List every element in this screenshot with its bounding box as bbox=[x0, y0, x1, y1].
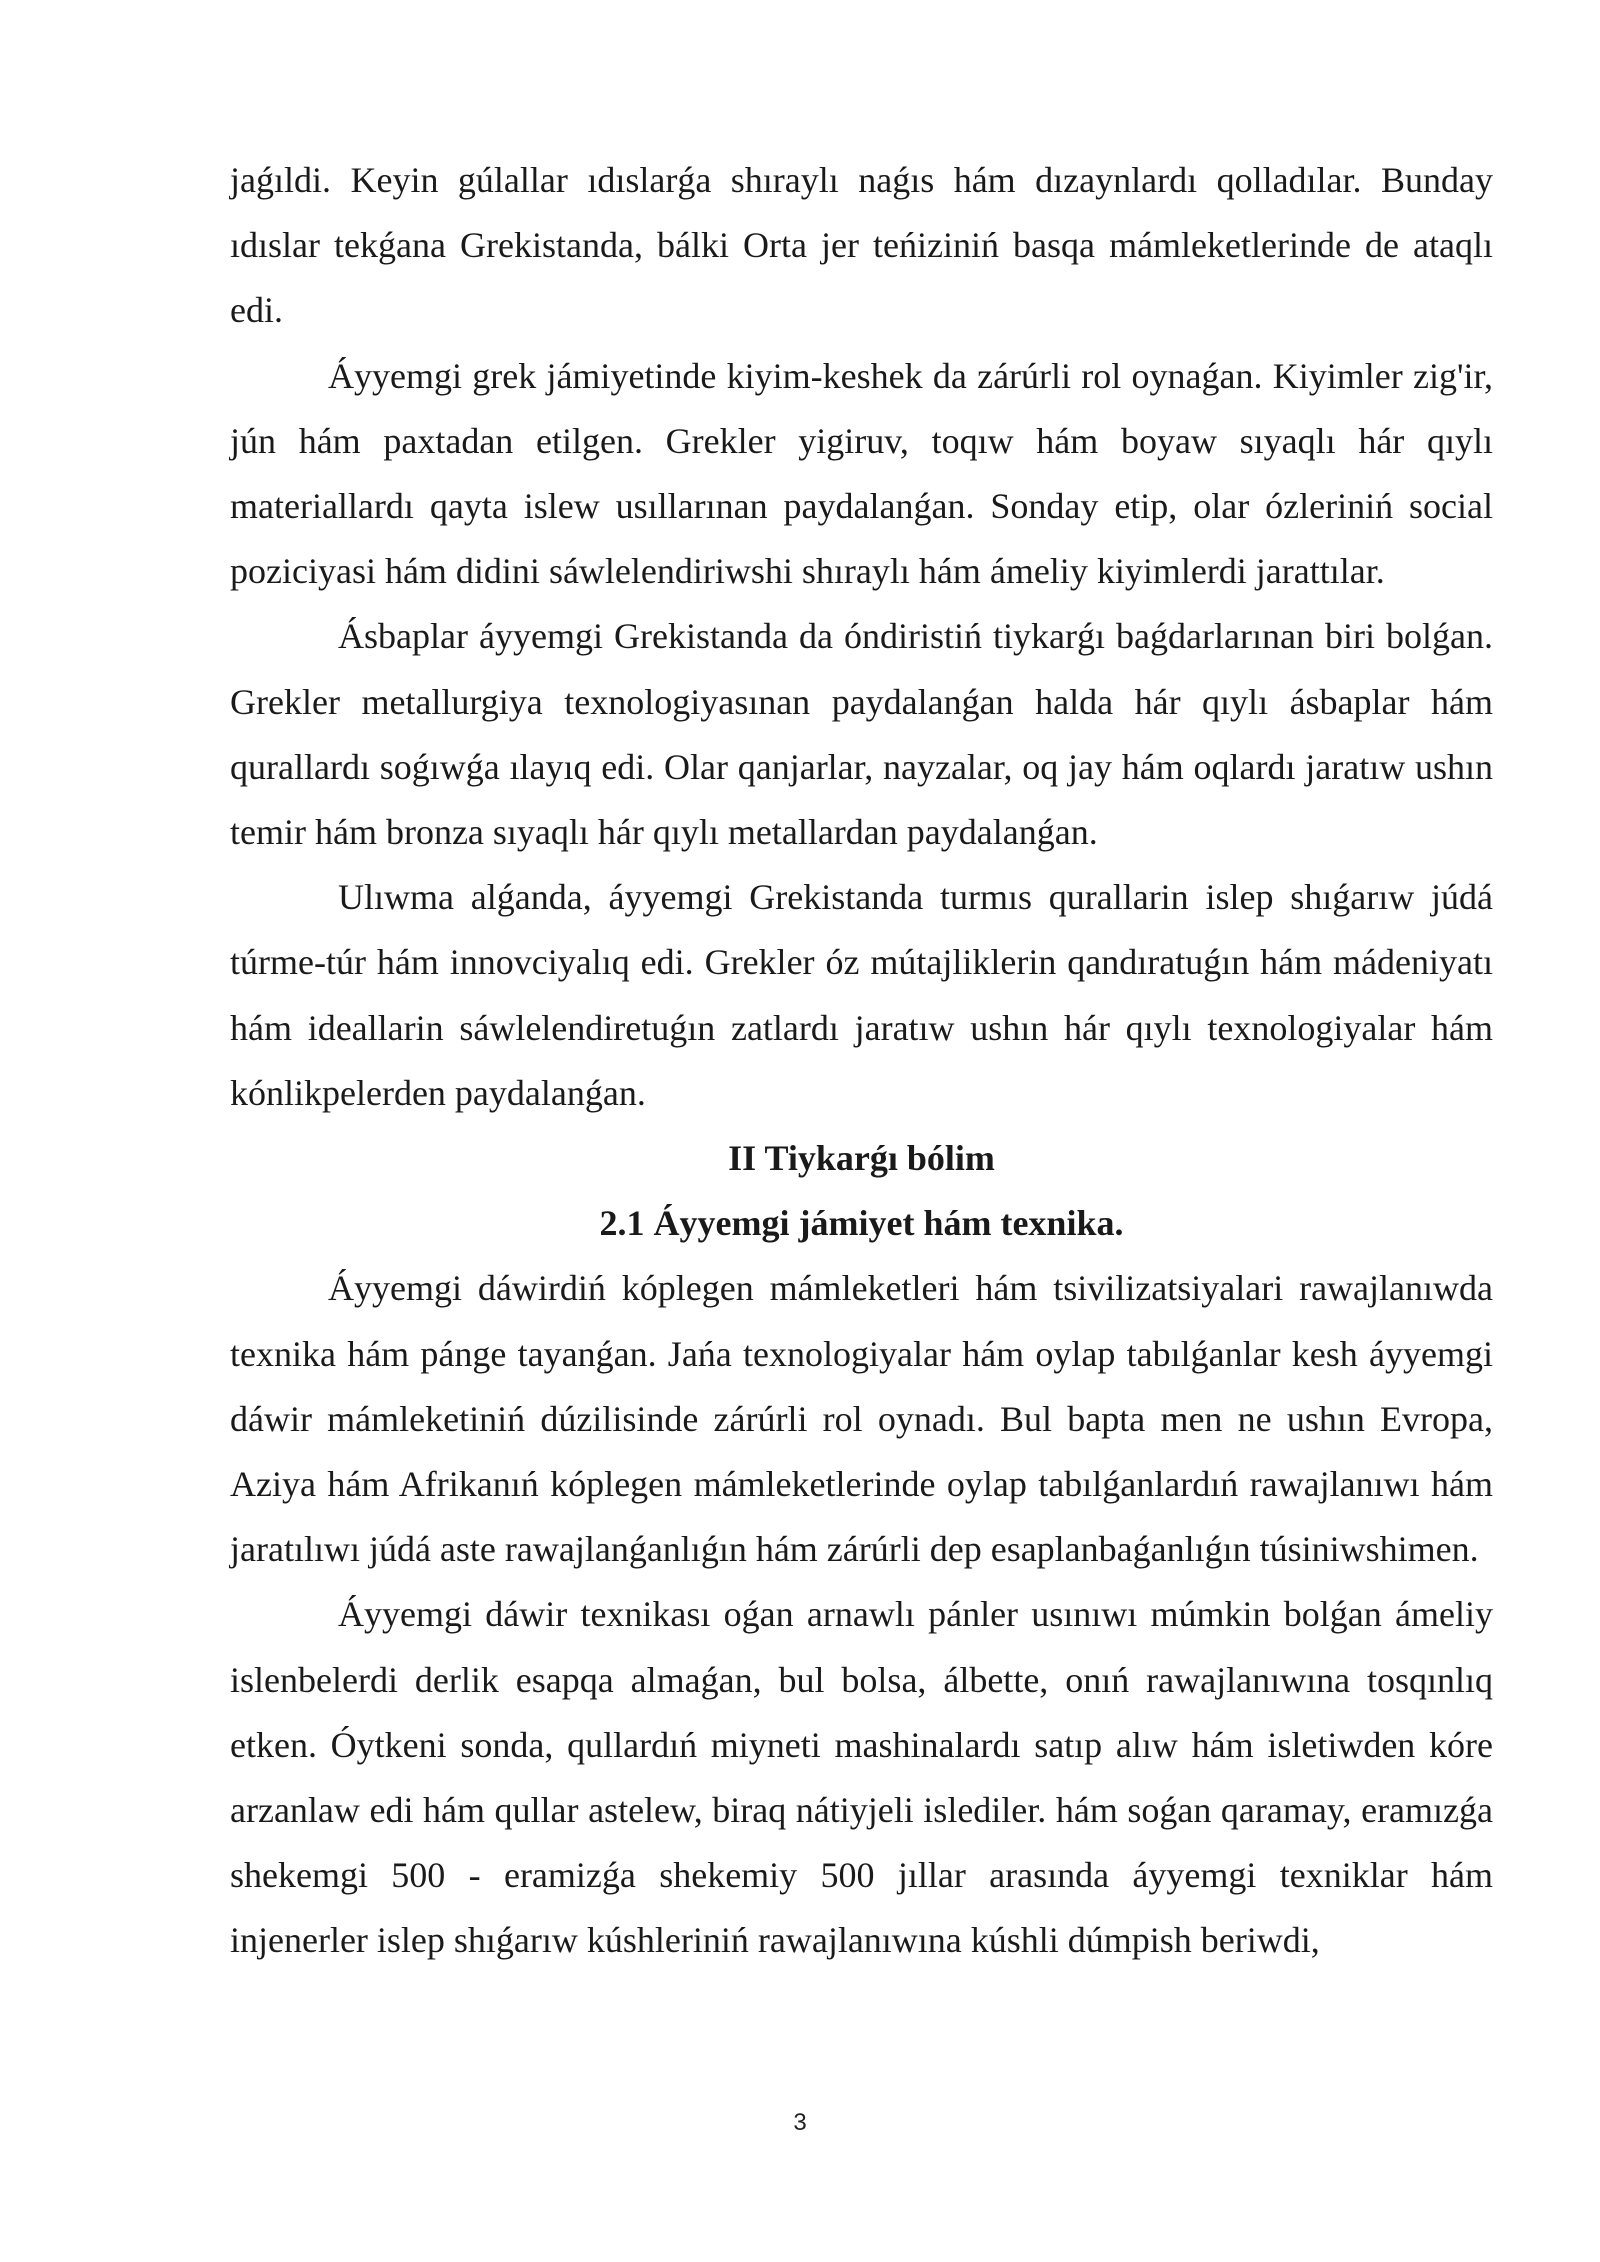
paragraph-summary: Ulıwma alǵanda, áyyemgi Grekistanda turmıs qurallarin islep shıǵarıw júdá túrme-túr hám innovciyalıq edi. Grekler óz mútajliklerin qandıratuǵın hám mádeniyatı hám ideallarin sáwlelendiretuǵın zatlardı jaratıw ushın hár qıylı texnologiyalar hám kónlikpelerden paydalanǵan. bbox=[230, 877, 1493, 1113]
paragraph-continuation: jaǵıldi. Keyin gúlallar ıdıslarǵa shıraylı naǵıs hám dızaynlardı qolladılar. Bunday ıdıslar tekǵana Grekistanda, bálki Orta jer teńiziniń basqa mámleketlerinde de ataqlı edi. bbox=[230, 160, 1493, 331]
page-number: 3 bbox=[793, 2109, 807, 2136]
section-heading: II Tiykarǵı bólim bbox=[728, 1138, 995, 1179]
page-body bbox=[230, 148, 1493, 1974]
paragraph-clothing: Áyyemgi grek jámiyetinde kiyim-keshek da zárúrli rol oynaǵan. Kiyimler zig'ir, jún hám paxtadan etilgen. Grekler yigiruv, toqıw hám boyaw sıyaqlı hár qıylı materiallardı qayta islew usıllarınan paydalanǵan. Sonday etip, olar ózleriniń social poziciyasi hám didini sáwlelendiriwshi shıraylı hám ámeliy kiyimlerdi jarattılar. bbox=[230, 355, 1493, 592]
subsection-heading: 2.1 Áyyemgi jámiyet hám texnika. bbox=[599, 1203, 1124, 1244]
paragraph-ancient-technique: Áyyemgi dáwir texnikası oǵan arnawlı pánler usınıwı múmkin bolǵan ámeliy islenbelerdi derlik esapqa almaǵan, bul bolsa, álbette, onıń rawajlanıwına tosqınlıq etken. Óytkeni sonda, qullardıń miyneti mashinalardı satıp alıw hám isletiwden kóre arzanlaw edi hám qullar astelew, biraq nátiyjeli islediler. hám soǵan qaramay, eramızǵa shekemgi 500 - eramizǵa shekemiy 500 jıllar arasında áyyemgi texniklar hám injenerler islep shıǵarıw kúshleriniń rawajlanıwına kúshli dúmpish beriwdi, bbox=[230, 1594, 1493, 1961]
paragraph-ancient-states: Áyyemgi dáwirdiń kóplegen mámleketleri hám tsivilizatsiyalari rawajlanıwda texnika hám pánge tayanǵan. Jańa texnologiyalar hám oylap tabılǵanlar kesh áyyemgi dáwir mámleketiniń dúzilisinde zárúrli rol oynadı. Bul bapta men ne ushın Evropa, Aziya hám Afrikanıń kóplegen mámleketlerinde oylap tabılǵanlardıń rawajlanıwı hám jaratılıwı júdá aste rawajlanǵanlıǵın hám zárúrli dep esaplanbaǵanlıǵın túsiniwshimen. bbox=[230, 1268, 1493, 1570]
paragraph-tools: Ásbaplar áyyemgi Grekistanda da óndiristiń tiykarǵı baǵdarlarınan biri bolǵan. Grekler metallurgiya texnologiyasınan paydalanǵan halda hár qıylı ásbaplar hám qurallardı soǵıwǵa ılayıq edi. Olar qanjarlar, nayzalar, oq jay hám oqlardı jaratıw ushın temir hám bronza sıyaqlı hár qıylı metallardan paydalanǵan. bbox=[230, 616, 1493, 853]
